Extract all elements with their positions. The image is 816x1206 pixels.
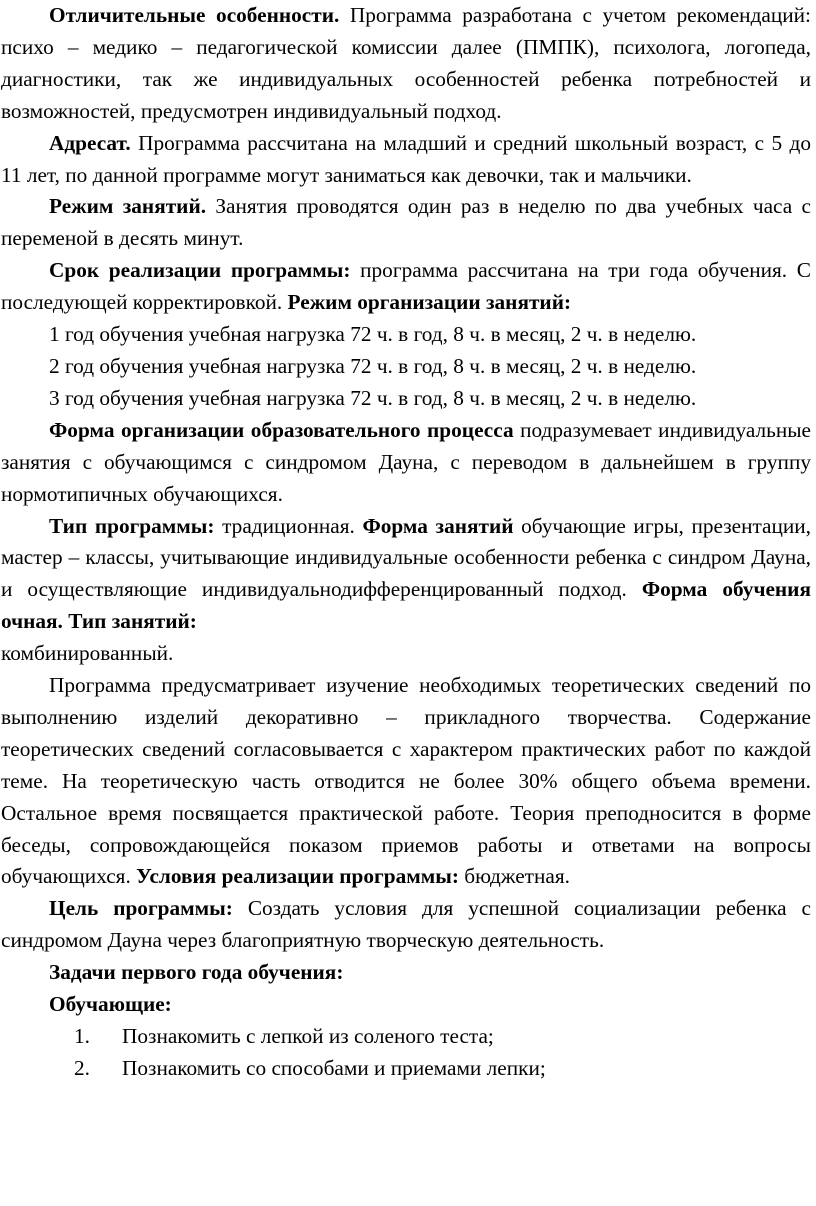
- load-line-2: 2 год обучения учебная нагрузка 72 ч. в год, 8 ч. в месяц, 2 ч. в неделю.: [49, 353, 697, 378]
- label-duration: Срок реализации программы:: [49, 258, 351, 283]
- list-item-text: Познакомить с лепкой из соленого теста;: [122, 1024, 494, 1048]
- text-goal: Создать условия для успешной социализации ребенка с синдромом Дауна через благоприятную творческую деятельность.: [1, 896, 811, 953]
- paragraph-content: [1, 670, 811, 893]
- load-line-3: 3 год обучения учебная нагрузка 72 ч. в год, 8 ч. в месяц, 2 ч. в неделю.: [49, 385, 697, 410]
- paragraph-goal: [1, 893, 811, 957]
- label-organization: Режим организации занятий:: [287, 290, 572, 315]
- paragraph-features: [1, 0, 811, 128]
- label-goal: Цель программы:: [49, 896, 233, 921]
- tasks-heading: Задачи первого года обучения:: [49, 960, 344, 985]
- text-features: Программа разработана с учетом рекомендаций: психо – медико – педагогической комиссии далее (ПМПК), психолога, логопеда, диагностики, так же индивидуальных особенностей ребенка потребностей и возможностей, предусмотрен индивидуальный подход.: [1, 3, 811, 123]
- list-item: [1, 1021, 811, 1053]
- text-conditions: бюджетная.: [458, 864, 570, 889]
- label-schedule: Режим занятий.: [49, 194, 207, 219]
- label-features: Отличительные особенности.: [49, 3, 340, 27]
- load-line-1: 1 год обучения учебная нагрузка 72 ч. в год, 8 ч. в месяц, 2 ч. в неделю.: [49, 322, 697, 347]
- label-process-form: Форма организации образовательного процесса: [49, 417, 514, 442]
- label-addressee: Адресат.: [49, 130, 131, 155]
- paragraph-schedule: [1, 191, 811, 255]
- label-study-form: Форма обучения очная. Тип занятий:: [1, 577, 811, 634]
- text-content: Программа предусматривает изучение необходимых теоретических сведений по выполнению изделий декоративно – прикладного творчества. Содержание теоретических сведений согласовывается с характером практических работ по каждой теме. На теоретическую часть отводится не более 30% общего объема времени. Остальное время посвящается практической работе. Теория преподносится в форме беседы, сопровождающейся показом приемов работы и ответами на вопросы обучающихся.: [1, 673, 811, 889]
- label-program-type: Тип программы:: [49, 513, 215, 538]
- paragraph-addressee: [1, 128, 811, 192]
- tasks-list: [1, 1021, 811, 1085]
- text-process-form: подразумевает индивидуальные занятия с обучающимся с синдромом Дауна, с переводом в дальнейшем в группу нормотипичных обучающихся.: [1, 417, 811, 506]
- paragraph-process-form: [1, 415, 811, 511]
- list-item-text: Познакомить со способами и приемами лепки;: [122, 1055, 546, 1080]
- paragraph-program-type: [1, 511, 811, 639]
- list-item-number: 1.: [74, 1024, 90, 1048]
- text-lesson-form: обучающие игры, презентации, мастер – классы, учитывающие индивидуальные особенности ребенка с синдром Дауна, и осуществляющие индивидуальнодифференцированный подход.: [1, 513, 812, 602]
- label-conditions: Условия реализации программы:: [136, 864, 459, 889]
- text-addressee: Программа рассчитана на младший и средний школьный возраст, с 5 до 11 лет, по данной программе могут заниматься как девочки, так и мальчики.: [1, 130, 811, 187]
- teaching-heading: Обучающие:: [49, 992, 172, 1017]
- paragraph-duration: [1, 255, 811, 319]
- text-duration: программа рассчитана на три года обучения. С последующей корректировкой.: [1, 258, 811, 315]
- list-item: [1, 1053, 811, 1085]
- text-program-type: традиционная.: [214, 513, 363, 538]
- label-lesson-form: Форма занятий: [362, 513, 514, 538]
- list-item-number: 2.: [74, 1055, 90, 1080]
- text-lesson-type: комбинированный.: [1, 641, 174, 666]
- text-schedule: Занятия проводятся один раз в неделю по два учебных часа с переменой в десять минут.: [1, 194, 811, 251]
